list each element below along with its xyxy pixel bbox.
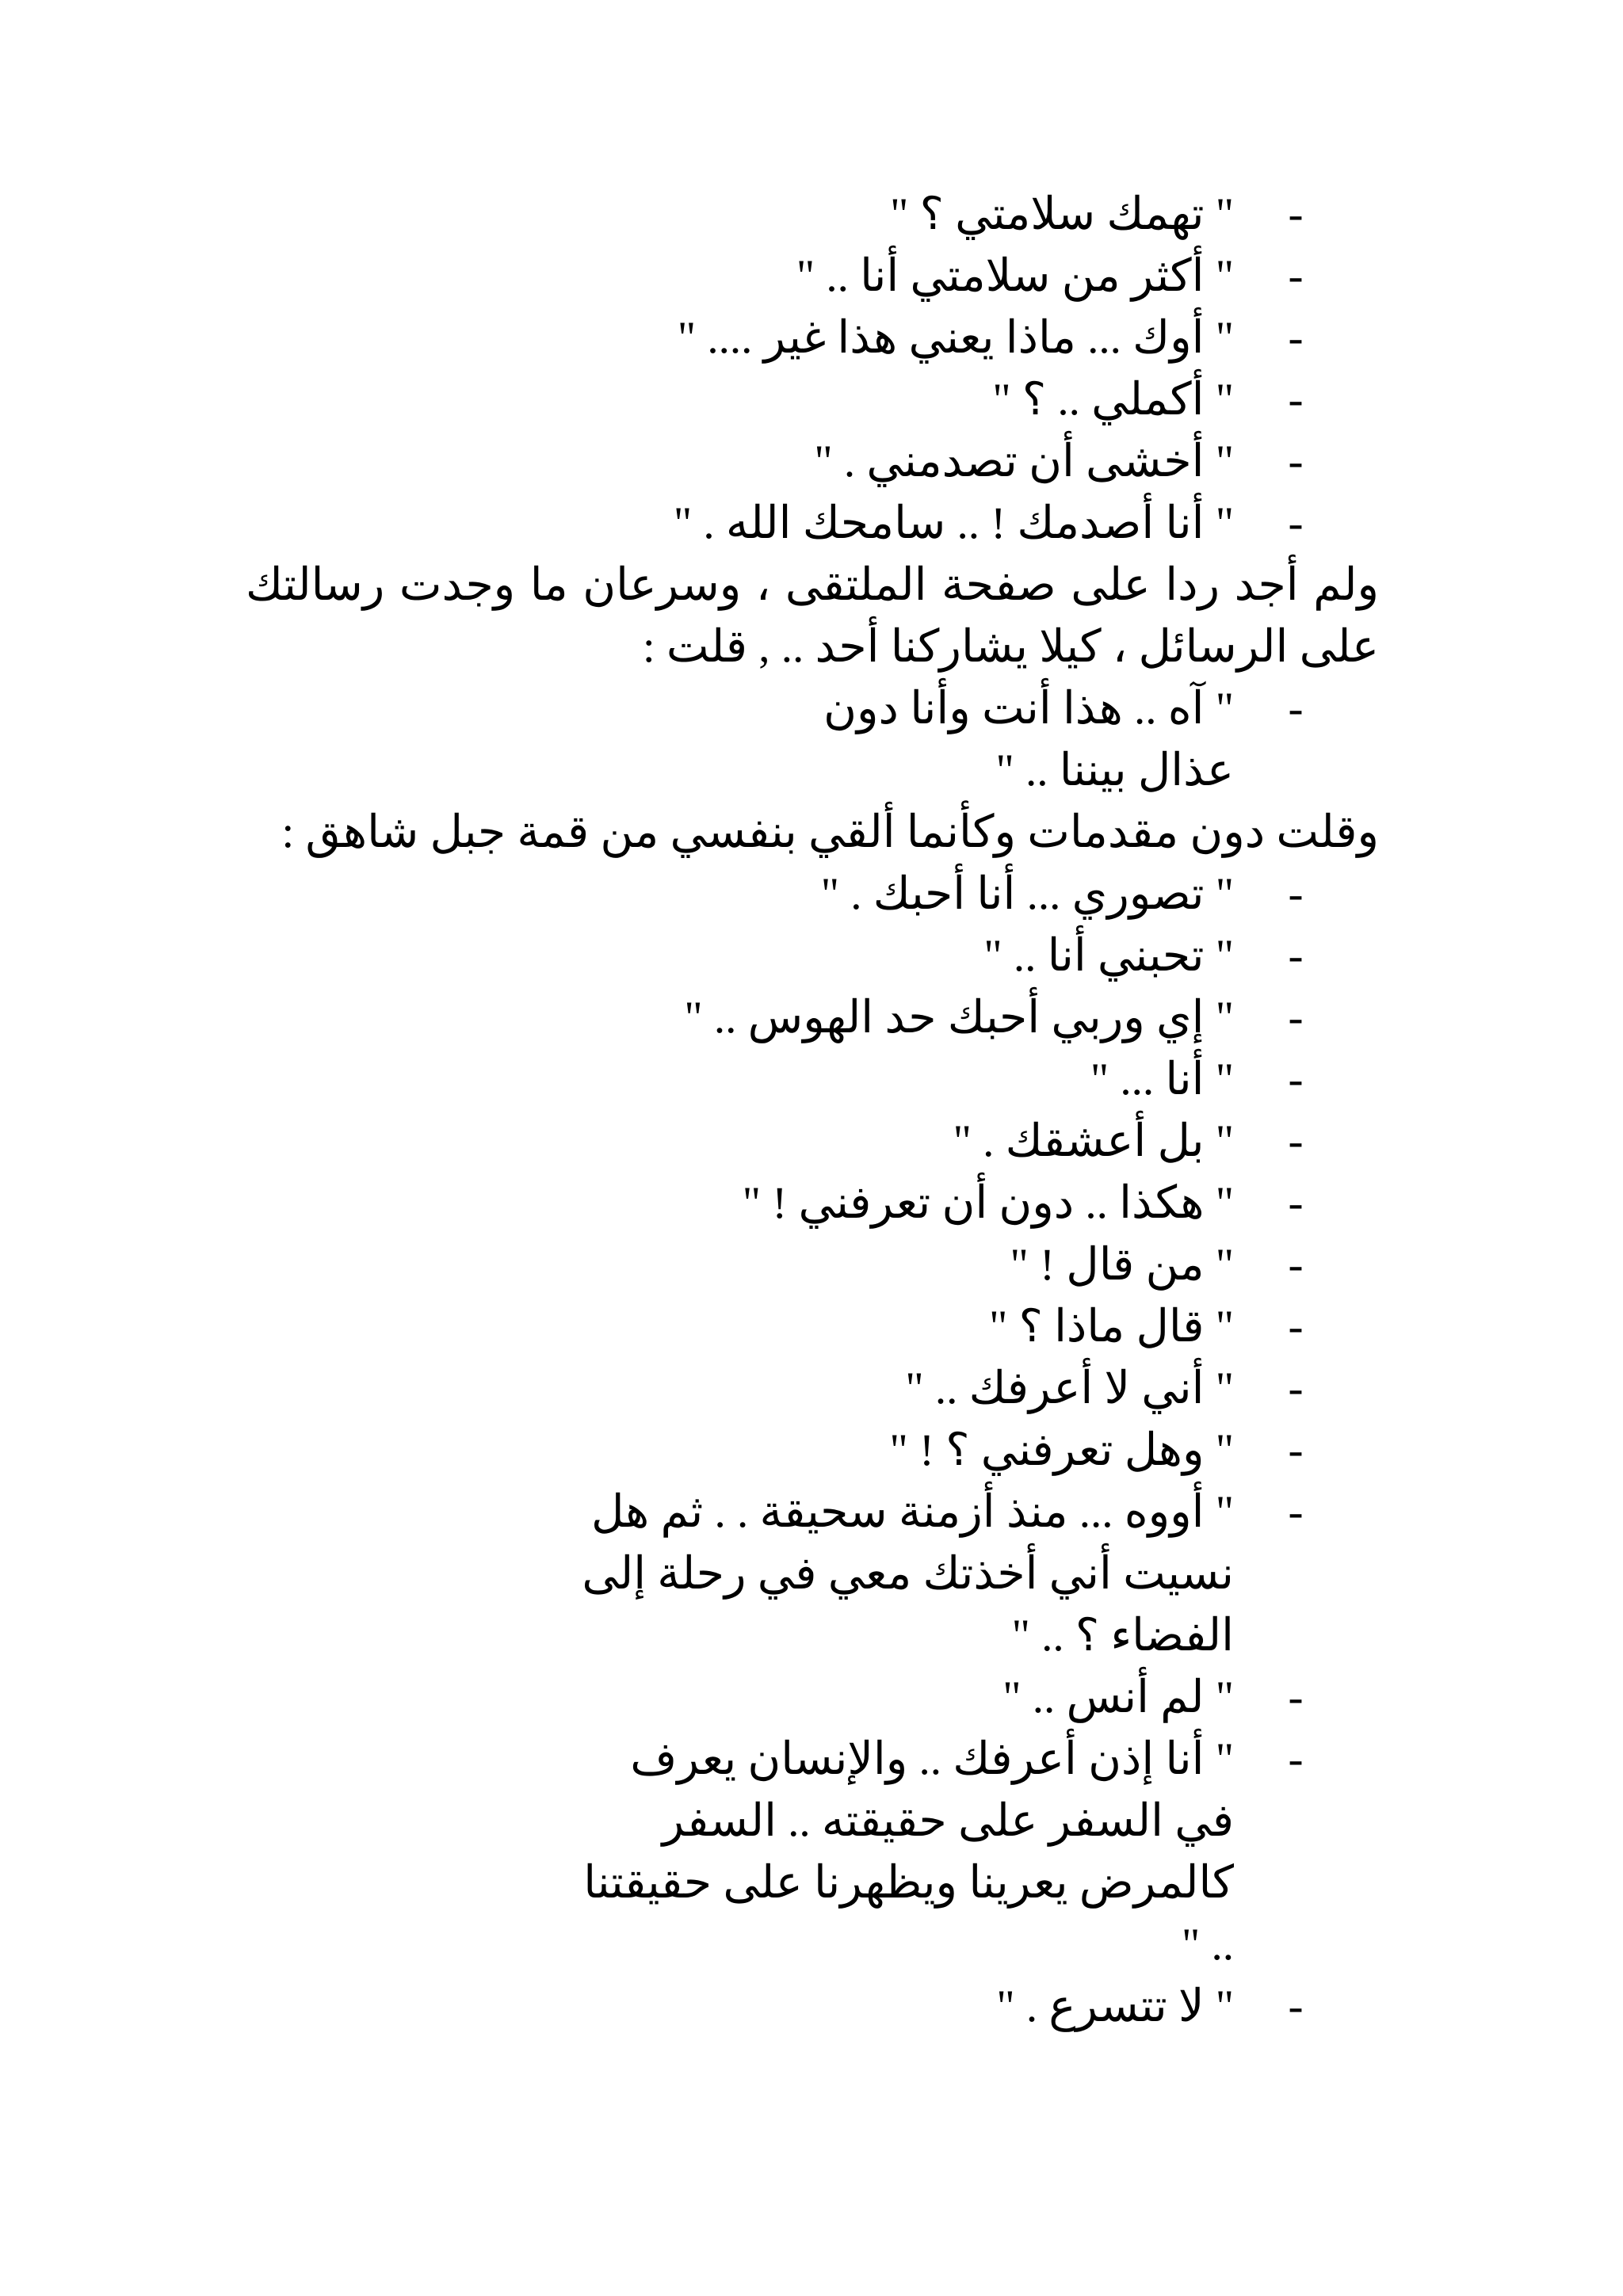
narrative-paragraph: ولم أجد ردا على صفحة الملتقى ، وسرعان ما وجدت رسالتك على الرسائل ، كيلا يشاركنا أحد .. , قلت :	[246, 560, 1379, 672]
dialogue-text: " قال ماذا ؟ "	[989, 1302, 1234, 1352]
dialogue-text: " أكثر من سلامتي أنا .. "	[796, 251, 1234, 301]
dialogue-line	[0, 1482, 1308, 1667]
dialogue-dash: -	[1288, 1672, 1304, 1722]
narrative-paragraph: وقلت دون مقدمات وكأنما ألقي بنفسي من قمة جبل شاهق :	[281, 807, 1379, 857]
dialogue-text: " أنا ... "	[1090, 1055, 1234, 1104]
dialogue-dash: -	[1288, 684, 1304, 734]
dialogue-dash: -	[1288, 1240, 1304, 1290]
dialogue-line	[0, 1049, 1308, 1111]
dialogue-text: " تحبني أنا .. "	[983, 931, 1234, 981]
dialogue-line	[0, 493, 1308, 555]
dialogue-dash: -	[1288, 251, 1304, 301]
dialogue-line	[0, 1976, 1308, 2038]
dialogue-line	[0, 307, 1308, 369]
dialogue-dash: -	[1288, 1734, 1304, 1784]
dialogue-text: " تهمك سلامتي ؟ "	[890, 189, 1234, 239]
document-body	[0, 184, 1623, 2038]
dialogue-text: " لا تتسرع . "	[996, 1981, 1234, 2031]
dialogue-dash: -	[1288, 1425, 1304, 1475]
dialogue-dash: -	[1288, 1981, 1304, 2031]
dialogue-dash: -	[1288, 993, 1304, 1043]
dialogue-line	[0, 1173, 1308, 1234]
dialogue-line	[0, 1420, 1308, 1482]
dialogue-text: " من قال ! "	[1010, 1240, 1234, 1290]
dialogue-text: " أخشى أن تصدمني . "	[814, 437, 1234, 486]
dialogue-line	[0, 1296, 1308, 1358]
dialogue-text: " أنا إذن أعرفك .. والإنسان يعرف في السفر على حقيقته .. السفر كالمرض يعرينا ويظهرنا على حقيقتنا .. "	[583, 1734, 1234, 1970]
dialogue-line	[0, 1111, 1308, 1173]
dialogue-text: " أكملي .. ؟ "	[992, 375, 1234, 425]
dialogue-dash: -	[1288, 1055, 1304, 1104]
dialogue-dash: -	[1288, 1487, 1304, 1537]
dialogue-dash: -	[1288, 931, 1304, 981]
dialogue-line	[0, 1234, 1308, 1296]
dialogue-text: " أووه ... منذ أزمنة سحيقة . . ثم هل نسيت أني أخذتك معي في رحلة إلى الفضاء ؟ .. "	[582, 1487, 1234, 1661]
dialogue-text: " إي وربي أحبك حد الهوس .. "	[684, 993, 1234, 1043]
dialogue-line	[0, 987, 1308, 1049]
dialogue-text: " أوك ... ماذا يعني هذا غير .... "	[677, 313, 1234, 363]
dialogue-dash: -	[1288, 437, 1304, 486]
dialogue-dash: -	[1288, 313, 1304, 363]
dialogue-text: " تصوري ... أنا أحبك . "	[820, 869, 1234, 919]
dialogue-text: " لم أنس .. "	[1002, 1672, 1234, 1722]
dialogue-dash: -	[1288, 189, 1304, 239]
dialogue-text: " آه .. هذا أنت وأنا دون عذال بيننا .. "	[823, 684, 1234, 795]
dialogue-dash: -	[1288, 1363, 1304, 1413]
dialogue-dash: -	[1288, 375, 1304, 425]
dialogue-line	[0, 246, 1308, 307]
dialogue-text: " بل أعشقك . "	[953, 1116, 1234, 1166]
dialogue-line	[0, 1358, 1308, 1420]
dialogue-line	[0, 864, 1308, 925]
dialogue-line	[0, 678, 1308, 802]
dialogue-line	[0, 184, 1308, 246]
dialogue-text: " هكذا .. دون أن تعرفني ! "	[742, 1178, 1234, 1228]
dialogue-line	[0, 1667, 1308, 1729]
dialogue-dash: -	[1288, 498, 1304, 548]
dialogue-line	[0, 431, 1308, 493]
dialogue-line	[0, 369, 1308, 431]
dialogue-dash: -	[1288, 1116, 1304, 1166]
dialogue-text: " أنا أصدمك ! .. سامحك الله . "	[673, 498, 1234, 548]
dialogue-dash: -	[1288, 1178, 1304, 1228]
dialogue-line	[0, 925, 1308, 987]
dialogue-line	[0, 1729, 1308, 1976]
dialogue-text: " وهل تعرفني ؟ ! "	[889, 1425, 1234, 1475]
dialogue-dash: -	[1288, 1302, 1304, 1352]
dialogue-dash: -	[1288, 869, 1304, 919]
dialogue-text: " أني لا أعرفك .. "	[905, 1363, 1234, 1413]
